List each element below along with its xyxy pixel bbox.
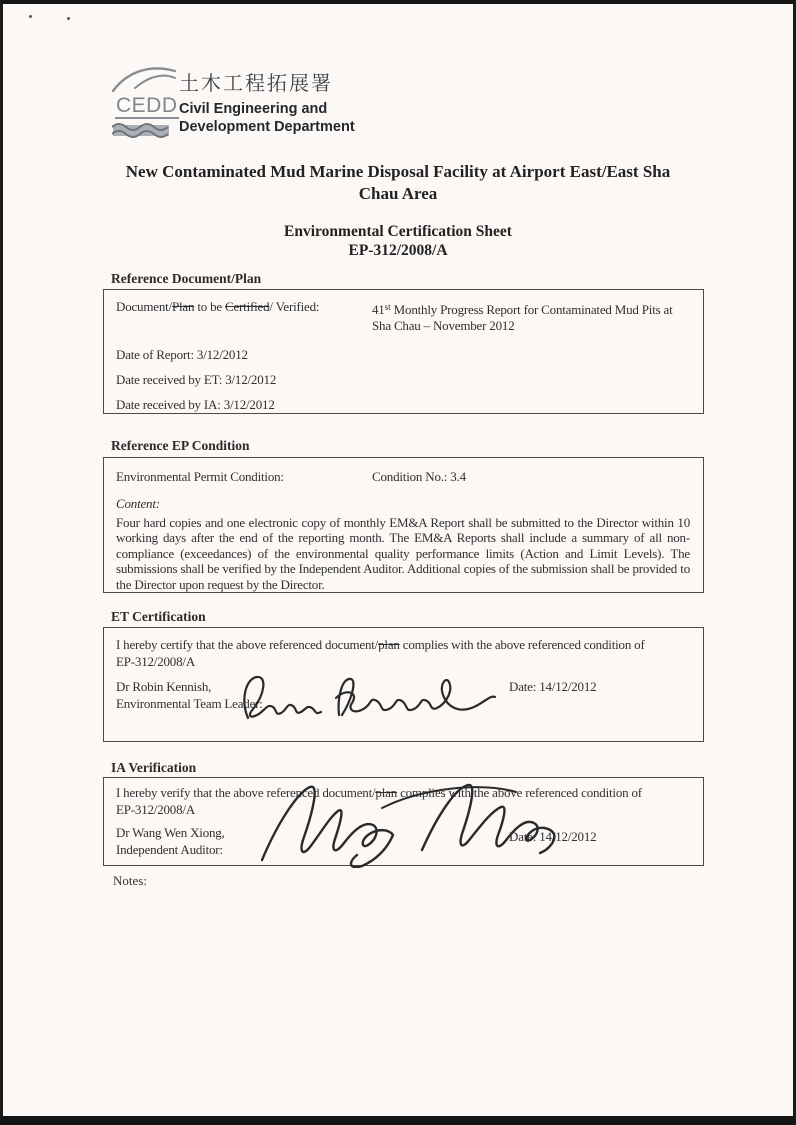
notes-label: Notes: bbox=[113, 873, 147, 888]
condition-number: Condition No.: 3.4 bbox=[372, 469, 466, 484]
et-signatory-title: Environmental Team Leader: bbox=[116, 696, 263, 711]
scan-speck bbox=[29, 15, 32, 18]
report-number-ordinal: st bbox=[384, 302, 391, 312]
ia-verification-box bbox=[103, 777, 704, 866]
et-statement-prefix: I hereby certify that the above referenced document/ bbox=[116, 637, 379, 652]
condition-content-text: Four hard copies and one electronic copy of monthly EM&A Report shall be submitted to the Director within 10 working days after the end of the reporting month. The EM&A Reports shall include a summary of all non-compliance (exceedances) of the environmental quality performance limits (Action and Limit Levels). The submissions shall be verified by the Independent Auditor. Additional copies of the submission shall be provided to the Director upon request by the Director. bbox=[116, 515, 690, 592]
document-title-line2: Chau Area bbox=[358, 184, 438, 203]
et-certification-statement bbox=[116, 637, 645, 653]
ia-signatory-title: Independent Auditor: bbox=[116, 842, 223, 857]
reference-document-box bbox=[103, 289, 704, 414]
date-of-report: Date of Report: 3/12/2012 bbox=[116, 347, 248, 362]
cedd-acronym: CEDD bbox=[116, 94, 178, 117]
et-leader-signature bbox=[236, 664, 501, 736]
section-heading-ep-condition: Reference EP Condition bbox=[111, 438, 250, 453]
et-signatory-name: Dr Robin Kennish, bbox=[116, 679, 212, 694]
content-label: Content: bbox=[116, 496, 160, 511]
department-name-english-line1: Civil Engineering and bbox=[179, 101, 328, 117]
cedd-logo bbox=[115, 62, 415, 142]
department-name-english-line2: Development Department bbox=[179, 119, 355, 135]
document-title-line1: New Contaminated Mud Marine Disposal Facility at Airport East/East Sha bbox=[125, 162, 671, 181]
document-subtitle: Environmental Certification Sheet bbox=[284, 223, 512, 240]
document-verified-value bbox=[372, 299, 692, 334]
date-received-by-ia: Date received by IA: 3/12/2012 bbox=[116, 397, 275, 412]
label-struck-plan: Plan bbox=[171, 299, 195, 314]
section-heading-ia-verification: IA Verification bbox=[111, 760, 197, 775]
ep-condition-box bbox=[103, 457, 704, 593]
et-statement-struck-plan: plan bbox=[378, 637, 400, 652]
report-number: 41 bbox=[372, 302, 385, 317]
cedd-logo-waves-icon bbox=[112, 121, 172, 141]
et-statement-permit-ref: EP-312/2008/A bbox=[116, 654, 196, 669]
et-statement-suffix: complies with the above referenced condition of bbox=[399, 637, 645, 652]
report-title: Monthly Progress Report for Contaminated Mud Pits at Sha Chau – November 2012 bbox=[372, 302, 673, 333]
ia-statement-permit-ref: EP-312/2008/A bbox=[116, 802, 196, 817]
et-certification-date: Date: 14/12/2012 bbox=[509, 679, 597, 694]
environmental-permit-condition-label: Environmental Permit Condition: bbox=[116, 469, 284, 484]
ia-signatory-name: Dr Wang Wen Xiong, bbox=[116, 825, 225, 840]
label-prefix: Document/ bbox=[116, 299, 172, 314]
ia-auditor-signature bbox=[254, 778, 599, 868]
label-struck-certified: Certified bbox=[225, 299, 270, 314]
ia-statement-struck-plan: plan bbox=[375, 785, 398, 800]
label-middle: to be bbox=[194, 299, 226, 314]
section-heading-reference-document: Reference Document/Plan bbox=[111, 271, 262, 286]
cedd-logo-curve-icon bbox=[111, 62, 177, 92]
ia-statement-suffix: complies with the above referenced condition of bbox=[397, 785, 642, 800]
ia-verification-date: Date: 14/12/2012 bbox=[509, 829, 597, 844]
department-name-chinese: 土木工程拓展署 bbox=[179, 73, 333, 95]
date-received-by-et: Date received by ET: 3/12/2012 bbox=[116, 372, 277, 387]
permit-reference: EP-312/2008/A bbox=[348, 242, 448, 259]
scan-speck bbox=[67, 17, 70, 20]
et-certification-box bbox=[103, 627, 704, 742]
label-suffix: / Verified: bbox=[269, 299, 320, 314]
ia-statement-prefix: I hereby verify that the above referenced document/ bbox=[116, 785, 376, 800]
section-heading-et-certification: ET Certification bbox=[111, 609, 206, 624]
document-verified-label bbox=[116, 299, 319, 315]
